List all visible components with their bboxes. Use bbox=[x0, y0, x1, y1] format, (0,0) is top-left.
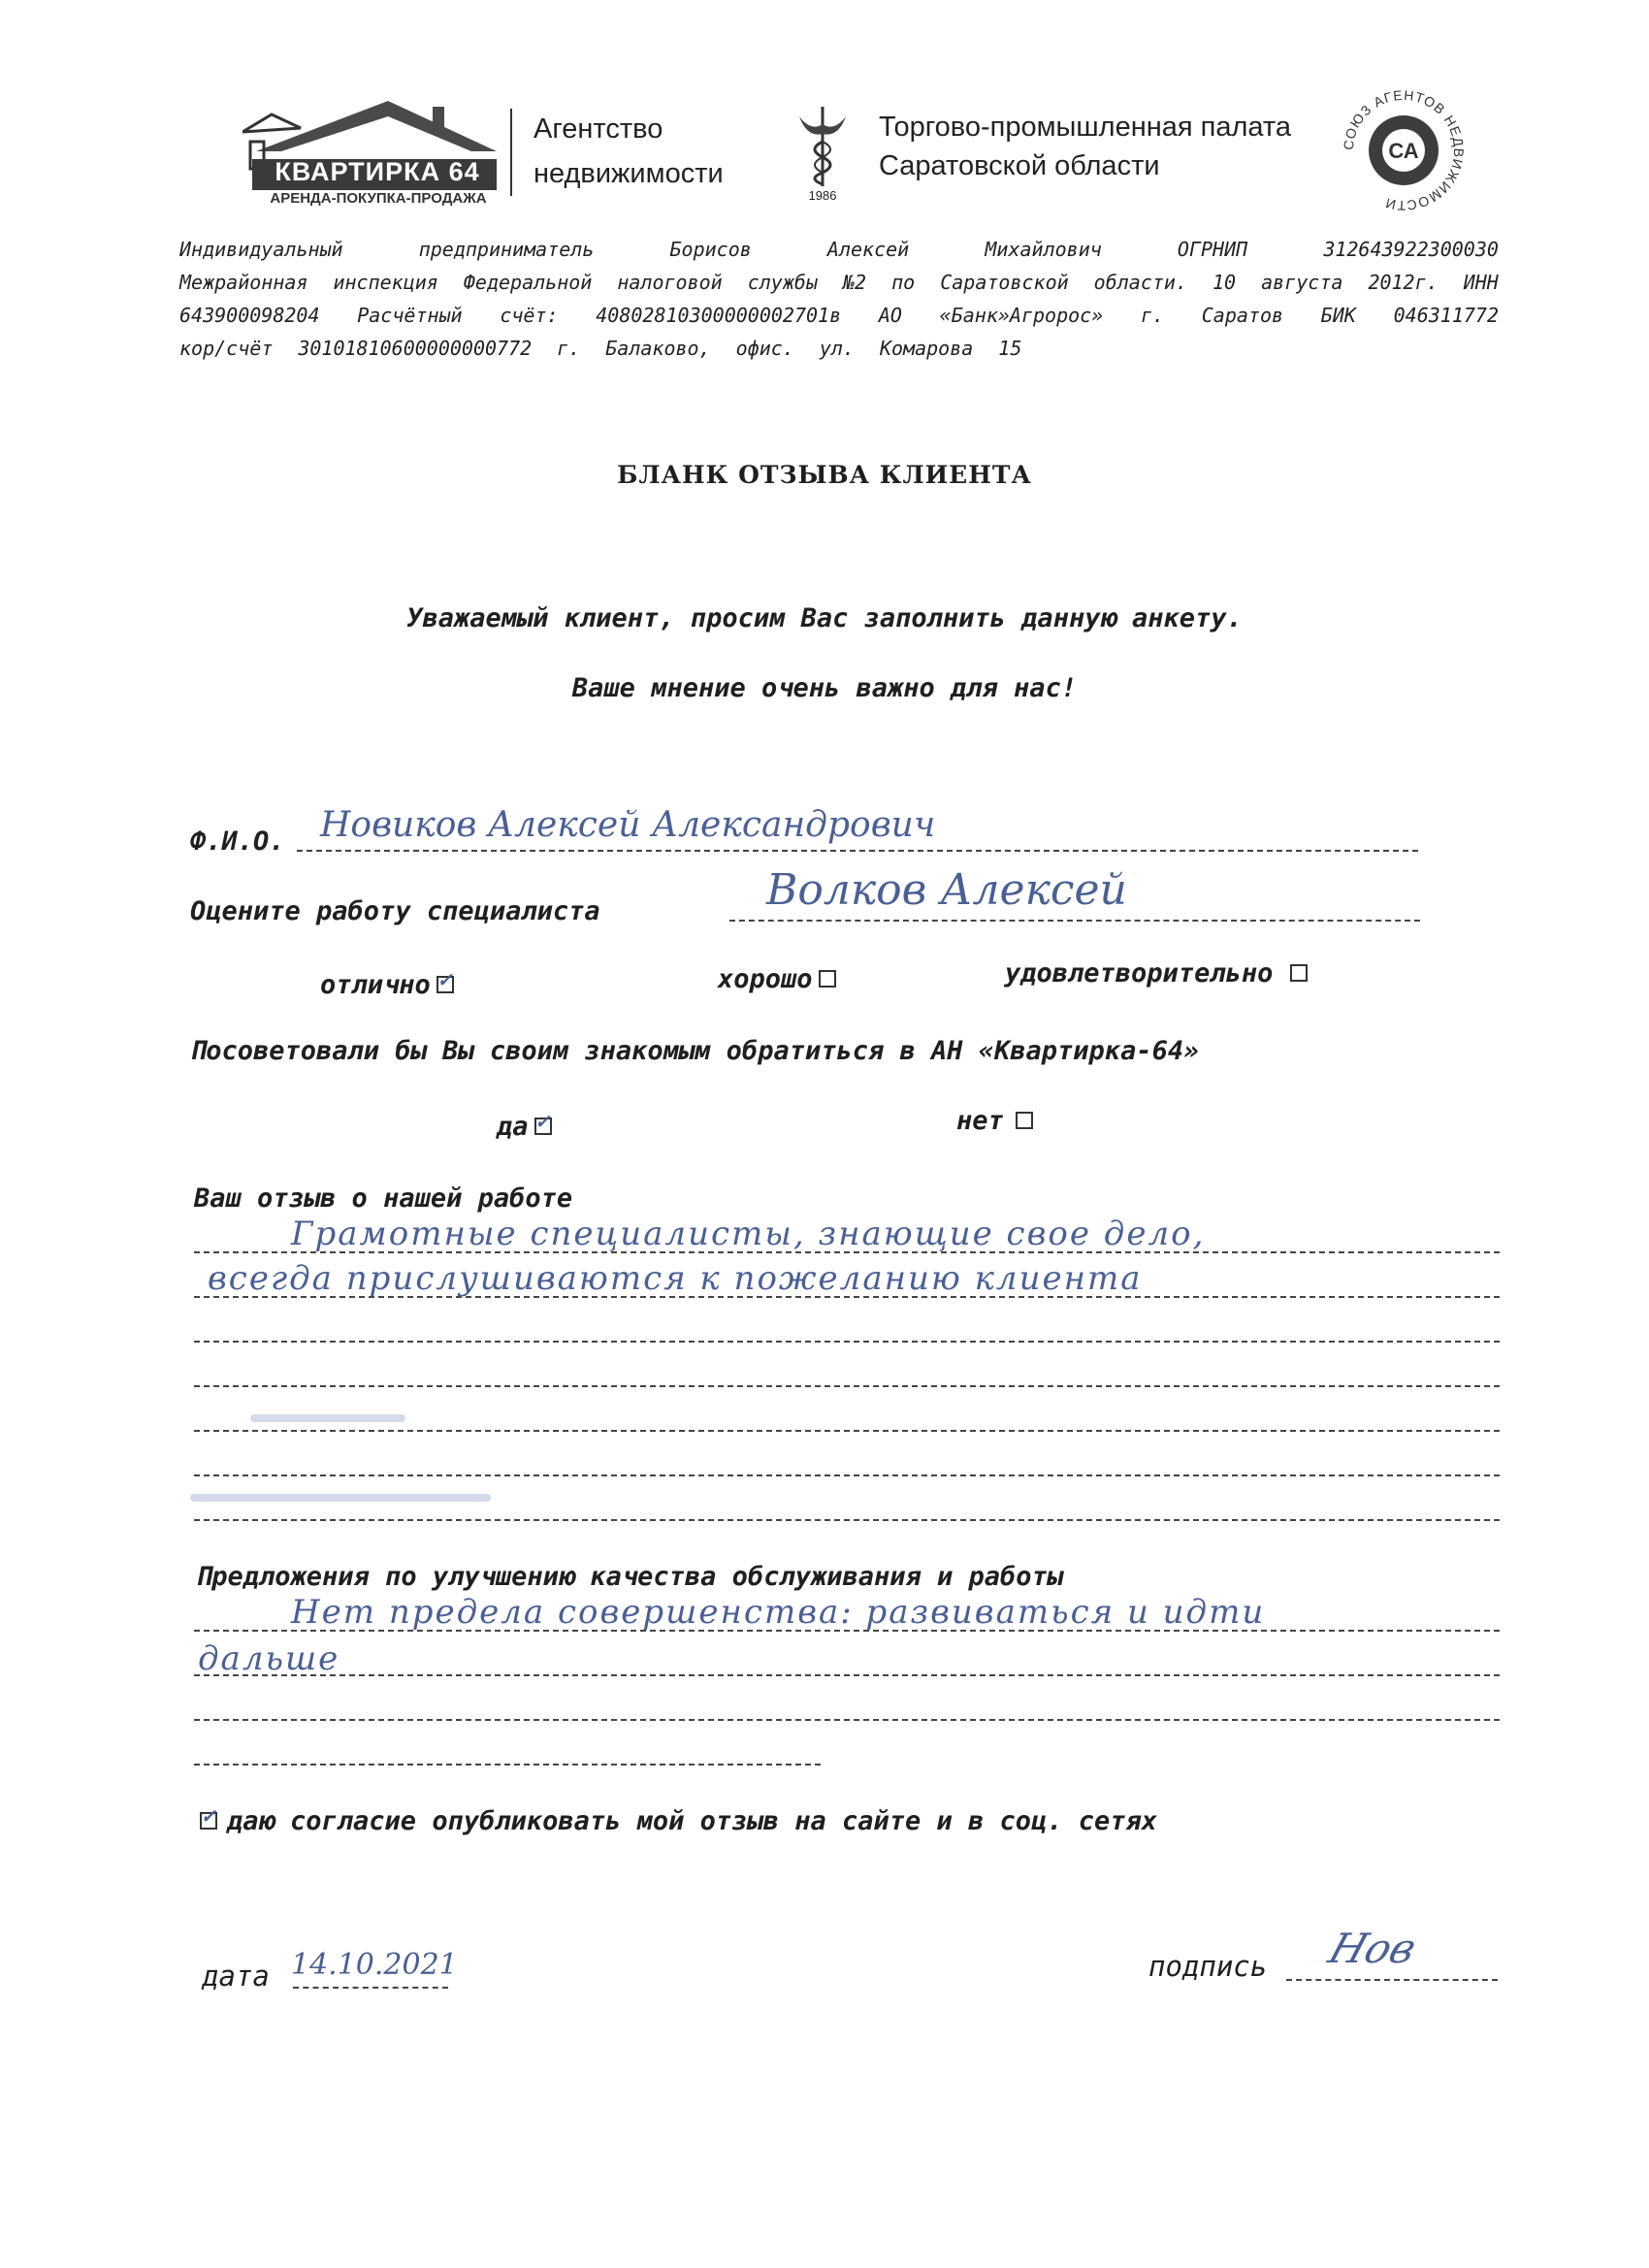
review-line bbox=[194, 1474, 1500, 1476]
form-title: БЛАНК ОТЗЫВА КЛИЕНТА bbox=[617, 461, 1032, 489]
option-yes[interactable] bbox=[497, 1112, 552, 1142]
seal-text: ОЮЗ АГЕНТОВ НЕ ИЖИМОСТИ bbox=[1342, 89, 1465, 211]
ink-smudge bbox=[190, 1494, 491, 1502]
req-word: Комарова bbox=[879, 337, 974, 360]
requisites-line-1 bbox=[179, 233, 1499, 266]
logo-name: КВАРТИРКА 64 bbox=[275, 157, 480, 186]
seal-letters: СА bbox=[1388, 139, 1419, 163]
ink-smudge bbox=[250, 1414, 405, 1422]
requisites-line-4 bbox=[179, 332, 1499, 365]
req-word: 046311772 bbox=[1393, 304, 1499, 327]
req-word: Михайлович bbox=[985, 238, 1102, 261]
rate-value[interactable]: Волков Алексей bbox=[766, 865, 1127, 915]
suggest-line bbox=[194, 1674, 1500, 1676]
good-checkbox[interactable] bbox=[819, 970, 836, 988]
req-word: ул. bbox=[819, 337, 855, 360]
option-satisfactory-label: удовлетворительно bbox=[1005, 958, 1274, 988]
req-word: 643900098204 bbox=[179, 304, 320, 327]
req-word: Расчётный bbox=[357, 304, 463, 327]
req-word: счёт: bbox=[500, 304, 559, 327]
signature-value[interactable]: Нов bbox=[1323, 1925, 1423, 1972]
date-label: дата bbox=[202, 1960, 270, 1993]
satisfactory-checkbox[interactable] bbox=[1290, 964, 1308, 982]
form-lead-2: Ваше мнение очень важно для нас! bbox=[571, 673, 1078, 703]
emblem-year: 1986 bbox=[808, 188, 837, 203]
date-value[interactable]: 14.10.2021 bbox=[291, 1948, 458, 1982]
req-word: БИК bbox=[1320, 304, 1356, 327]
req-word: АО bbox=[878, 304, 902, 327]
req-word: области. bbox=[1093, 271, 1187, 294]
req-word: Саратов bbox=[1201, 304, 1284, 327]
req-word: кор/счёт bbox=[179, 337, 274, 360]
suggest-text-line-1[interactable]: Нет предела совершенства: развиваться и идти bbox=[291, 1593, 1266, 1632]
review-line bbox=[194, 1385, 1500, 1387]
agency-name bbox=[534, 111, 724, 192]
no-checkbox[interactable] bbox=[1016, 1112, 1033, 1129]
caduceus-icon bbox=[793, 103, 852, 190]
header-divider bbox=[510, 109, 512, 196]
review-text-line-1[interactable]: Грамотные специалисты, знающие свое дело, bbox=[291, 1215, 1206, 1253]
chamber-line-2: Саратовской области bbox=[879, 150, 1160, 181]
req-word: налоговой bbox=[617, 271, 723, 294]
chamber-line-1: Торгово-промышленная палата bbox=[879, 112, 1291, 143]
review-line bbox=[194, 1341, 1500, 1343]
req-word: Саратовской bbox=[940, 271, 1069, 294]
consent-option[interactable] bbox=[200, 1806, 1157, 1836]
signature-label: подпись bbox=[1148, 1950, 1268, 1983]
suggest-line bbox=[194, 1764, 821, 1766]
req-word: «Банк»Агророс» bbox=[939, 304, 1104, 327]
option-excellent[interactable] bbox=[320, 970, 454, 1000]
option-no-label: нет bbox=[956, 1106, 1004, 1136]
review-line bbox=[194, 1519, 1500, 1521]
requisites-line-2 bbox=[179, 266, 1499, 299]
req-word: 312643922300030 bbox=[1323, 238, 1499, 261]
req-word: г. bbox=[1140, 304, 1165, 327]
fio-value[interactable]: Новиков Алексей Александрович bbox=[320, 805, 936, 845]
req-word: 15 bbox=[998, 337, 1022, 360]
seal-icon bbox=[1342, 89, 1465, 211]
req-word: службы bbox=[747, 271, 818, 294]
logo-tagline: АРЕНДА-ПОКУПКА-ПРОДАЖА bbox=[270, 190, 487, 207]
recommend-label: Посоветовали бы Вы своим знакомым обратиться в АН «Квартирка-64» bbox=[190, 1036, 1200, 1066]
rate-label: Оцените работу специалиста bbox=[190, 896, 600, 926]
yes-checkbox-checked[interactable] bbox=[534, 1118, 552, 1135]
requisites-line-3 bbox=[179, 299, 1499, 332]
consent-checkbox-checked[interactable] bbox=[200, 1812, 217, 1830]
fio-label: Ф.И.О. bbox=[190, 826, 285, 857]
option-no[interactable] bbox=[956, 1106, 1033, 1136]
option-good[interactable] bbox=[718, 964, 836, 994]
req-word: ИНН bbox=[1463, 271, 1499, 294]
req-word: офис. bbox=[735, 337, 794, 360]
agency-line-1: Агентство bbox=[534, 113, 663, 145]
req-word: Федеральной bbox=[463, 271, 593, 294]
req-word: Борисов bbox=[669, 238, 752, 261]
agency-line-2: недвижимости bbox=[534, 158, 724, 189]
req-word: предприниматель bbox=[418, 238, 595, 261]
req-word: 40802810300000002701в bbox=[596, 304, 842, 327]
req-word: Индивидуальный bbox=[179, 238, 343, 261]
rate-line bbox=[729, 920, 1420, 922]
signature-line bbox=[1286, 1979, 1498, 1981]
req-word: Алексей bbox=[826, 238, 910, 261]
company-requisites bbox=[179, 233, 1499, 365]
req-word: г. bbox=[557, 337, 581, 360]
fio-line bbox=[297, 850, 1418, 852]
req-word: №2 bbox=[842, 271, 867, 294]
review-text-line-2[interactable]: всегда прислушиваются к пожеланию клиента bbox=[208, 1259, 1143, 1298]
req-word: августа bbox=[1261, 271, 1343, 294]
req-word: по bbox=[891, 271, 916, 294]
req-word: 2012г. bbox=[1368, 271, 1439, 294]
req-word: ОГРНИП bbox=[1177, 238, 1248, 261]
consent-label: даю согласие опубликовать мой отзыв на сайте и в соц. сетях bbox=[227, 1806, 1158, 1836]
req-word: Межрайонная bbox=[179, 271, 308, 294]
review-line bbox=[194, 1430, 1500, 1432]
option-good-label: хорошо bbox=[718, 964, 813, 994]
excellent-checkbox-checked[interactable] bbox=[436, 976, 454, 993]
chamber-name bbox=[879, 109, 1291, 184]
option-yes-label: да bbox=[497, 1112, 529, 1142]
option-excellent-label: отлично bbox=[320, 970, 431, 1000]
company-logo bbox=[242, 93, 506, 210]
req-word: инспекция bbox=[333, 271, 438, 294]
option-satisfactory[interactable] bbox=[1005, 958, 1308, 988]
req-word: 10 bbox=[1212, 271, 1237, 294]
suggest-line bbox=[194, 1719, 1500, 1721]
req-word: Балаково, bbox=[605, 337, 711, 360]
review-label: Ваш отзыв о нашей работе bbox=[194, 1183, 573, 1214]
req-word: 30101810600000000772 bbox=[298, 337, 533, 360]
suggest-text-line-2[interactable]: дальше bbox=[198, 1639, 340, 1678]
form-lead-1: Уважаемый клиент, просим Вас заполнить данную анкету. bbox=[406, 603, 1243, 633]
union-seal bbox=[1342, 89, 1465, 211]
chamber-emblem bbox=[793, 103, 852, 210]
date-line bbox=[293, 1987, 448, 1989]
suggest-label: Предложения по улучшению качества обслуживания и работы bbox=[196, 1562, 1064, 1592]
